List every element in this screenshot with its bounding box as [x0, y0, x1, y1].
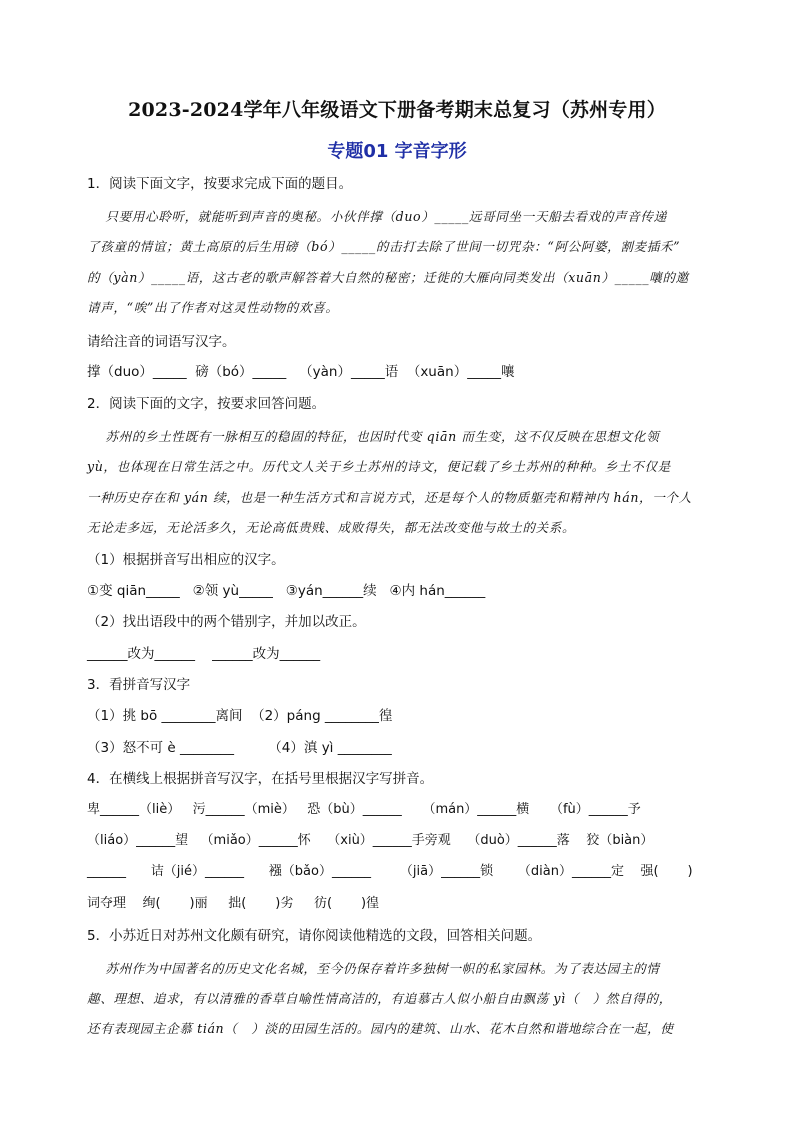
question-2-sub2: （2）找出语段中的两个错别字，并加以改正。 — [87, 614, 366, 630]
question-1-stem: 1．阅读下面文字，按要求完成下面的题目。 — [87, 176, 353, 192]
question-1-passage-line: 请声，“唉”出了作者对这灵性动物的欢喜。 — [87, 300, 339, 315]
question-2-passage-line: 苏州的乡土性既有一脉相互的稳固的特征，也因时代变 qiān 而生变，这不仅反映在思想文化领 — [87, 429, 660, 444]
question-1-passage-line: 只要用心聆听，就能听到声音的奥秘。小伙伴撑（duo）_____远哥同坐一天船去看戏的声音传递 — [87, 209, 667, 224]
page-title: 2023-2024学年八年级语文下册备考期末总复习（苏州专用） — [128, 99, 666, 121]
question-4-line: 词夺理 绚( )丽 拙( )劣 彷( )徨 — [87, 896, 380, 911]
question-3-stem: 3．看拼音写汉字 — [87, 677, 191, 693]
question-2-passage-line: yù，也体现在日常生活之中。历代文人关于乡土苏州的诗文，便记载了乡土苏州的种种。乡土不仅是 — [87, 459, 671, 474]
question-3-line: （3）怒不可 è ________ （4）滇 yì ________ — [87, 740, 392, 756]
question-2-sub1-line: ①变 qiān_____ ②领 yù_____ ③yán______续 ④内 hán______ — [87, 583, 486, 599]
question-1-instruction: 请给注音的词语写汉字。 — [87, 334, 236, 350]
question-4-line: ______ 诘（jié）______ 襁（bǎo）______ （jiā）______锁 （diàn）______定 强( ) — [87, 864, 693, 879]
question-4-stem: 4．在横线上根据拼音写汉字，在括号里根据汉字写拼音。 — [87, 771, 434, 787]
question-5-passage-line: 苏州作为中国著名的历史文化名城，至今仍保存着许多独树一帜的私家园林。为了表达园主的情 — [87, 961, 660, 976]
question-5-passage-line: 还有表现园主企慕 tián（ ）淡的田园生活的。园内的建筑、山水、花木自然和谐地综合在一起，使 — [87, 1021, 674, 1036]
question-4-line: （liáo）______望 （miǎo）______怀 （xiù）______手旁观 （duò）______落 狡（biàn） — [87, 833, 654, 848]
question-2-stem: 2．阅读下面的文字，按要求回答问题。 — [87, 396, 326, 412]
question-1-passage-line: 的（yàn）_____语，这古老的歌声解答着大自然的秘密；迁徙的大雁向同类发出（xuān）_____嚷的邀 — [87, 270, 689, 285]
question-5-passage-line: 趣、理想、追求，有以清雅的香草自喻性情高洁的，有追慕古人似小船自由飘荡 yì（ ）然自得的， — [87, 991, 672, 1006]
question-2-passage-line: 一种历史存在和 yán 续，也是一种生活方式和言说方式，还是每个人的物质躯壳和精神内 hán，一个人 — [87, 490, 692, 505]
question-1-answer-line: 撑（duo）_____ 磅（bó）_____ （yàn）_____语 （xuān）_____嚷 — [87, 364, 515, 380]
question-2-passage-line: 无论走多远，无论活多久，无论高低贵贱、成败得失，都无法改变他与故土的关系。 — [87, 520, 576, 535]
question-1-passage-line: 了孩童的情谊；黄土高原的后生用磅（bó）_____的击打去除了世间一切咒杂：“阿公阿婆，割麦插禾” — [87, 239, 681, 254]
question-3-line: （1）挑 bō ________离间 （2）páng ________徨 — [87, 708, 393, 724]
question-5-stem: 5．小苏近日对苏州文化颇有研究，请你阅读他精选的文段，回答相关问题。 — [87, 928, 542, 944]
question-2-sub1: （1）根据拼音写出相应的汉字。 — [87, 552, 285, 568]
question-2-sub2-line: ______改为______ ______改为______ — [87, 646, 321, 662]
page-subtitle: 专题01 字音字形 — [327, 141, 467, 162]
question-4-line: 卑______（liè） 污______（miè） 恐（bù）______ （mán）______横 （fù）______予 — [87, 802, 641, 817]
